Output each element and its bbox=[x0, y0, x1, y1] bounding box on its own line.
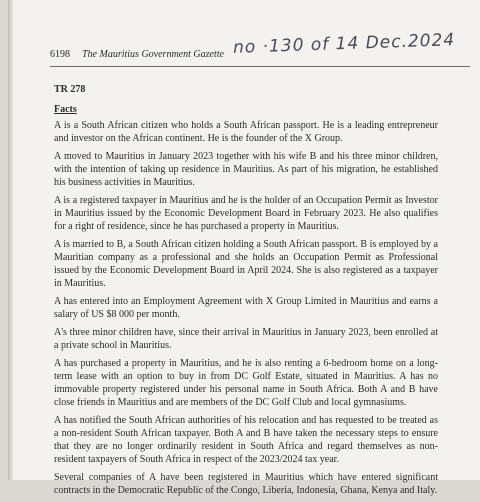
ruling-reference: TR 278 bbox=[54, 84, 86, 95]
document-body bbox=[54, 83, 438, 502]
header-divider bbox=[50, 66, 470, 67]
gazette-title: The Mauritius Government Gazette bbox=[82, 49, 224, 60]
paragraph: A is married to B, a South African citizen holding a South African passport. B is employed by a Mauritian company as a professional and she holds an Occupation Permit as Professional issued by the Economic Development Board in April 2024. She is also registered as a taxpayer in Mauritius. bbox=[54, 239, 438, 289]
paragraph: A is a South African citizen who holds a South African passport. He is a leading entrepreneur and investor on the African continent. He is the founder of the X Group. bbox=[54, 120, 438, 144]
handwritten-issue-note: no ·130 of 14 Dec.2024 bbox=[232, 30, 456, 58]
paragraph: A has notified the South African authorities of his relocation and has requested to be treated as a non-resident South African taxpayer. Both A and B have taken the necessary steps to ensure that they are no longer ordinarily resident in South Africa and regard themselves as non-resident taxpayers of South Africa in respect of the 2023/2024 tax year. bbox=[54, 415, 438, 465]
paragraph: A moved to Mauritius in January 2023 together with his wife B and his three minor children, with the intention of taking up residence in Mauritius. As part of his migration, he established his business activities in Mauritius. bbox=[54, 151, 438, 188]
gazette-page bbox=[8, 0, 480, 496]
page-edge-shadow bbox=[8, 0, 14, 480]
page-header bbox=[50, 30, 470, 66]
paragraph: A has purchased a property in Mauritius, and he is also renting a 6-bedroom home on a long-term lease with an option to buy in from DC Golf Estate, situated in Mauritius. A has no immovable property registered under his personal name in South Africa. Both A and B have close friends in Mauritius and are members of the DC Golf Club and local gymnasiums. bbox=[54, 358, 438, 408]
paragraph: Several companies of A have been registered in Mauritius which have entered significant contracts in the Democratic Republic of the Congo, Liberia, Indonesia, Ghana, Kenya and Italy. bbox=[54, 472, 438, 496]
paragraph: A has entered into an Employment Agreement with X Group Limited in Mauritius and earns a salary of US $8 000 per month. bbox=[54, 296, 438, 320]
page-number: 6198 bbox=[50, 49, 70, 60]
section-heading-facts: Facts bbox=[54, 104, 77, 115]
paragraph: A's three minor children have, since their arrival in Mauritius in January 2023, been enrolled at a private school in Mauritius. bbox=[54, 327, 438, 351]
paragraph: A is a registered taxpayer in Mauritius and he is the holder of an Occupation Permit as Investor in Mauritius issued by the Economic Development Board in February 2023. He also qualifies for a right of residence, since he has purchased a property in Mauritius. bbox=[54, 195, 438, 232]
